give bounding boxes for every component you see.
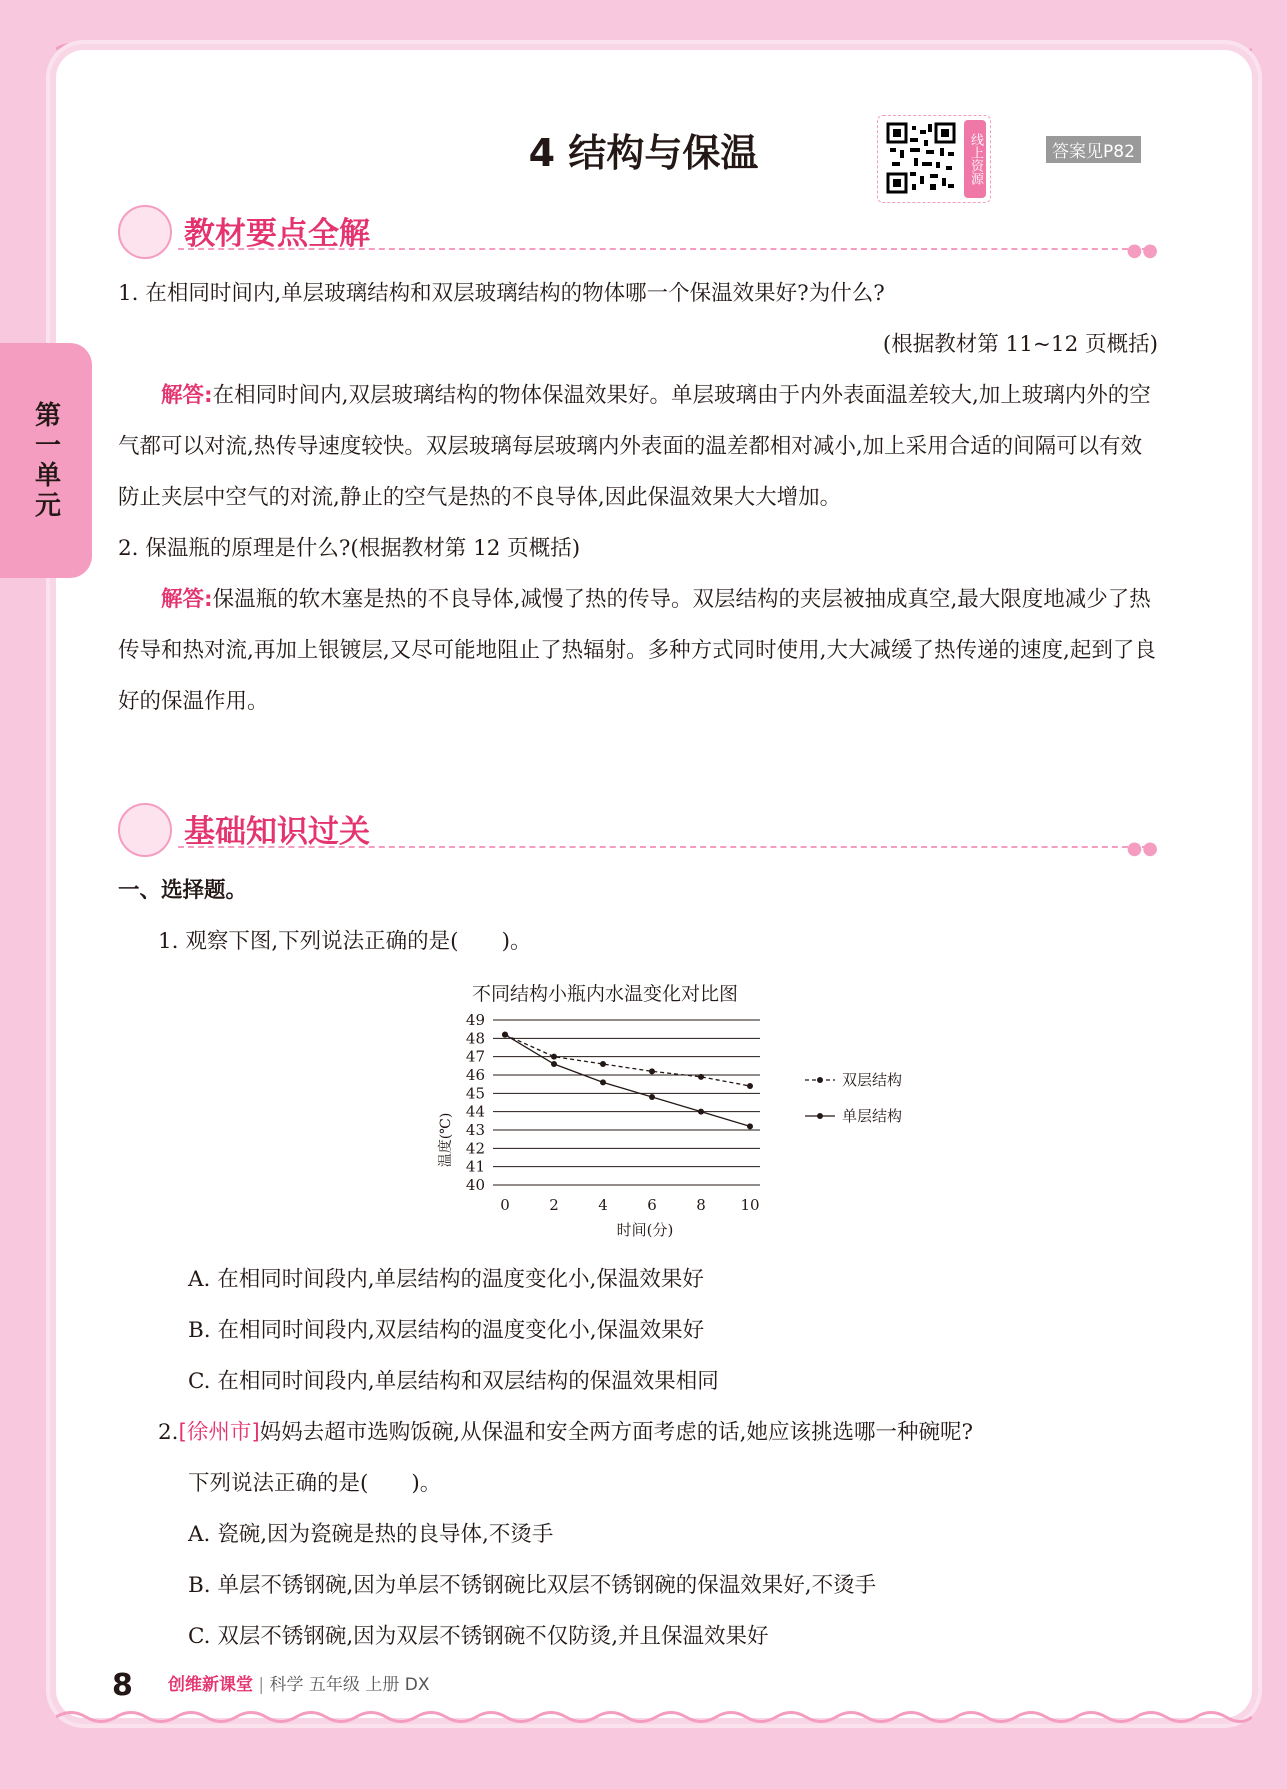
chart-title: 不同结构小瓶内水温变化对比图 [471, 983, 739, 1005]
part-heading: 一、选择题。 [118, 878, 248, 903]
answer-reference: 答案见P82 [1046, 136, 1141, 163]
q2-text: 妈妈去超市选购饭碗,从保温和安全两方面考虑的话,她应该挑选哪一种碗呢? [259, 1420, 973, 1445]
legend-label: 双层结构 [842, 1071, 903, 1089]
q2-region-tag: [徐州市] [178, 1420, 260, 1445]
answer-1 [118, 370, 1158, 523]
section-divider [178, 248, 1148, 250]
y-tick-label: 45 [465, 1084, 485, 1103]
data-point [649, 1068, 655, 1074]
data-point [600, 1079, 606, 1085]
qr-resource-label: 线上资源 [964, 120, 986, 198]
section-divider [178, 846, 1148, 848]
answer-1-text: 在相同时间内,双层玻璃结构的物体保温效果好。单层玻璃由于内外表面温差较大,加上玻璃内外的空气都可以对流,热传导速度较快。双层玻璃每层玻璃内外表面的温差都相对减小,加上采用合适的间隔可以有效防止夹层中空气的对流,静止的空气是热的不良导体,因此保温效果大大增加。 [118, 383, 1151, 510]
answer-label: 解答: [161, 383, 213, 408]
q1-option-a[interactable]: A. 在相同时间段内,单层结构的温度变化小,保温效果好 [188, 1267, 704, 1292]
q2-option-b[interactable]: B. 单层不锈钢碗,因为单层不锈钢碗比双层不锈钢碗的保温效果好,不烫手 [188, 1573, 877, 1598]
data-point [502, 1032, 508, 1038]
chart-y-label: 温度(℃) [438, 1112, 454, 1168]
exercise-part-2 [118, 1254, 1158, 1662]
data-point [747, 1083, 753, 1089]
data-point [698, 1074, 704, 1080]
y-tick-label: 40 [465, 1176, 485, 1194]
series-line-double [505, 1035, 750, 1086]
brand-name: 创维新课堂 [167, 1675, 253, 1695]
exercise-question-1: 1. 观察下图,下列说法正确的是( )。 [158, 929, 532, 954]
question-2: 2. 保温瓶的原理是什么?(根据教材第 12 页概括) [118, 536, 581, 561]
y-tick-label: 41 [465, 1157, 485, 1176]
x-tick-label: 6 [647, 1196, 657, 1214]
chart-x-ticks [500, 1196, 759, 1214]
cartoon-badge-icon [118, 205, 172, 259]
chart-x-label: 时间(分) [616, 1221, 674, 1239]
book-info: 科学 五年级 上册 DX [269, 1675, 430, 1695]
q1-option-b[interactable]: B. 在相同时间段内,双层结构的温度变化小,保温效果好 [188, 1318, 705, 1343]
section-header-key-points [118, 202, 1158, 261]
page-footer: 8 创维新课堂 | 科学 五年级 上册 DX [112, 1668, 430, 1703]
y-tick-label: 49 [465, 1011, 485, 1029]
q1-option-c[interactable]: C. 在相同时间段内,单层结构和双层结构的保温效果相同 [188, 1369, 719, 1394]
unit-label: 第一单元 [30, 400, 61, 521]
decorative-dots-icon: ●● [1126, 838, 1158, 859]
data-point [551, 1061, 557, 1067]
x-tick-label: 8 [696, 1196, 706, 1214]
y-tick-label: 47 [465, 1047, 485, 1066]
legend-label: 单层结构 [842, 1107, 903, 1125]
unit-side-tab [0, 343, 92, 578]
y-tick-label: 44 [465, 1102, 485, 1121]
qr-code-box[interactable] [877, 115, 991, 203]
key-points-content [118, 268, 1158, 727]
q2-option-a[interactable]: A. 瓷碗,因为瓷碗是热的良导体,不烫手 [188, 1522, 554, 1547]
bottom-wave-border [56, 1708, 1252, 1726]
page-number: 8 [112, 1668, 133, 1703]
series-line-single [505, 1035, 750, 1127]
y-tick-label: 48 [465, 1029, 485, 1048]
x-tick-label: 2 [549, 1196, 559, 1214]
answer-2-text: 保温瓶的软木塞是热的不良导体,减慢了热的传导。双层结构的夹层被抽成真空,最大限度地减少了热传导和热对流,再加上银镀层,又尽可能地阻止了热辐射。多种方式同时使用,大大减缓了热传递的速度,起到了良好的保温作用。 [118, 587, 1156, 714]
y-tick-label: 46 [465, 1066, 485, 1084]
chart-series [502, 1032, 753, 1130]
q2-option-c[interactable]: C. 双层不锈钢碗,因为双层不锈钢碗不仅防烫,并且保温效果好 [188, 1624, 769, 1649]
chart-y-ticks [466, 1011, 485, 1194]
answer-label: 解答: [161, 587, 213, 612]
data-point [698, 1109, 704, 1115]
chart-legend [805, 1071, 902, 1125]
q2-number: 2. [158, 1420, 179, 1445]
temperature-line-chart [430, 970, 930, 1250]
data-point [649, 1094, 655, 1100]
chart-gridlines [493, 1020, 760, 1185]
question-1: 1. 在相同时间内,单层玻璃结构和双层玻璃结构的物体哪一个保温效果好?为什么? [118, 281, 885, 306]
section-title: 基础知识过关 [184, 814, 370, 850]
exercise-question-2 [118, 1407, 1158, 1458]
qr-code-icon [886, 122, 956, 194]
lesson-title: 4 结构与保温 [528, 131, 759, 175]
section-header-basics [118, 800, 1158, 859]
data-point [747, 1123, 753, 1129]
cartoon-badge-icon [118, 803, 172, 857]
exercise-part-1 [118, 865, 1158, 967]
q2-continuation: 下列说法正确的是( )。 [188, 1471, 442, 1496]
data-point [600, 1061, 606, 1067]
data-point [551, 1054, 557, 1060]
y-tick-label: 43 [465, 1121, 485, 1139]
y-tick-label: 42 [465, 1139, 485, 1158]
answer-2 [118, 574, 1158, 727]
legend-marker [817, 1077, 823, 1083]
x-tick-label: 10 [740, 1196, 760, 1214]
section-title: 教材要点全解 [184, 216, 370, 252]
x-tick-label: 4 [598, 1196, 608, 1214]
question-1-source: (根据教材第 11~12 页概括) [882, 332, 1158, 357]
legend-marker [817, 1113, 823, 1119]
x-tick-label: 0 [500, 1196, 510, 1214]
decorative-dots-icon: ●● [1126, 240, 1158, 261]
